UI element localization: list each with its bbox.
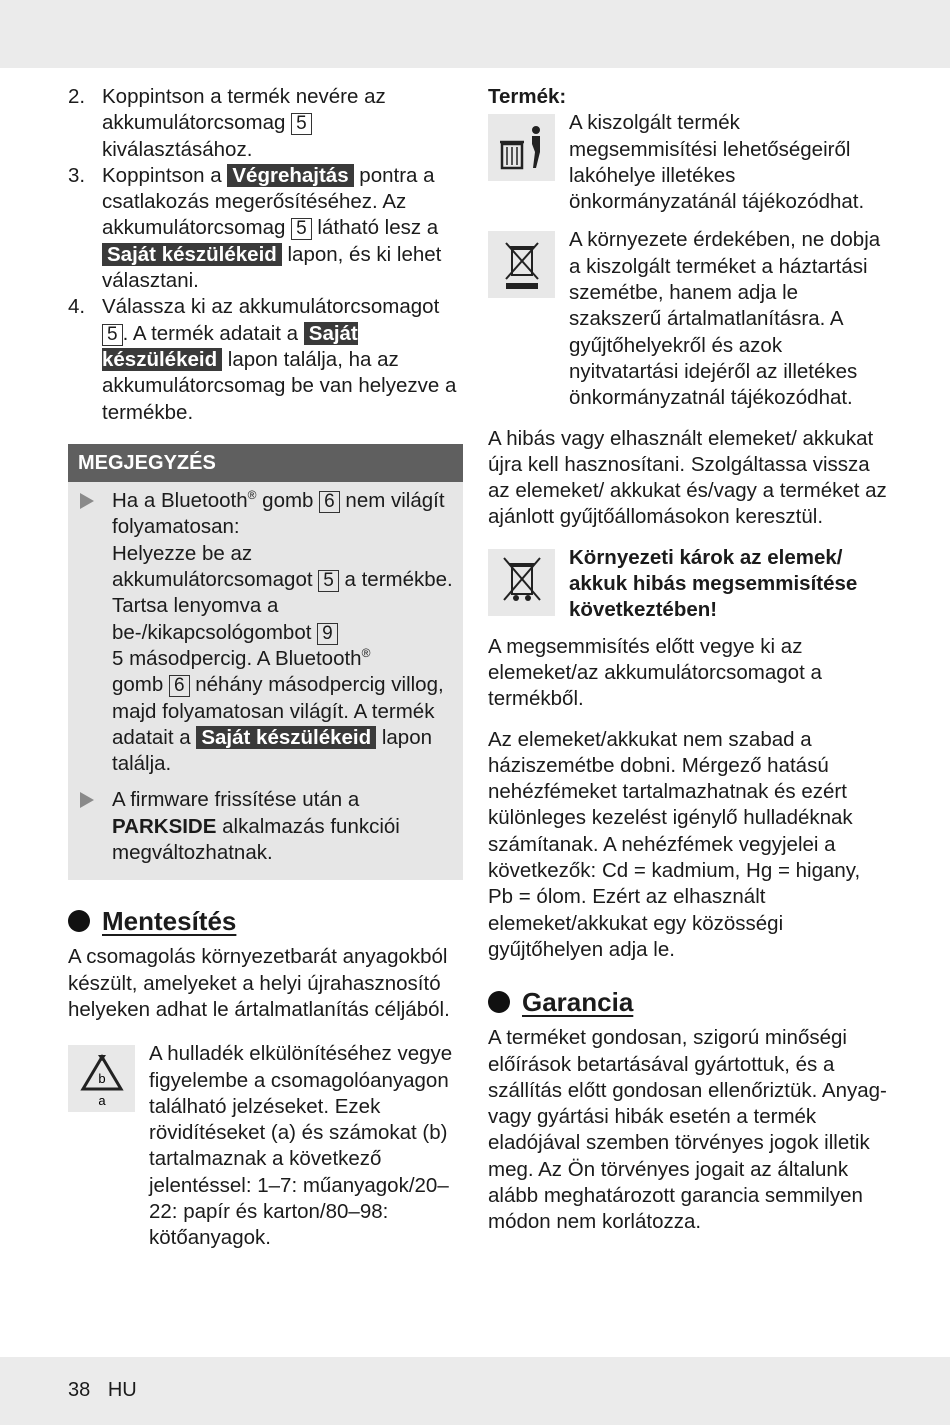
heavy-metals-text: Az elemeket/akkukat nem szabad a háziszemétbe dobni. Mérgező hatású nehézfémeket tartalmazhatnak és ezért különleges kezelést igénylő hulladéknak számítanak. A nehézfémek vegyjelei a következők: Cd = kadmium, Hg = higany, Pb = ólom. Ezért az elhasznált elemeket/akkukat egy közösségi gyűjtőhelyen adja le.	[488, 727, 861, 961]
crossed-bin-icon	[488, 231, 555, 298]
steps-list	[68, 84, 463, 426]
termek-label: Termék:	[488, 85, 567, 108]
household-waste-text: A környezete érdekében, ne dobja a kiszolgált terméket a háztartási szemétbe, hanem adja le szakszerű ártalmatlanításra. A gyűjtőhelyekről és azok nyitvatartási idejéről az illetékes önkormányzatnál tájékozódhat.	[569, 228, 881, 410]
ref-box: 5	[291, 113, 312, 135]
step-2	[68, 84, 463, 163]
triangle-bullet-icon	[80, 792, 94, 808]
ui-label-highlight: Saját készülékeid	[102, 243, 282, 266]
step-text: Koppintson a Végrehajtás pontra a csatlakozás megerősítéséhez. Az akkumulátorcsomag 5 látható lesz a Saját készülékeid lapon, és ki lehet választani.	[102, 163, 442, 293]
triangle-bullet-icon	[80, 493, 94, 509]
bullet-dot-icon	[488, 991, 510, 1013]
page-footer	[68, 1379, 149, 1402]
note-item: A firmware frissítése után a PARKSIDE alkalmazás funkciói megváltozhatnak.	[78, 787, 453, 866]
section-heading-mentesites: Mentesítés	[68, 904, 463, 938]
product-disposal-row	[488, 110, 888, 215]
recycling-code-b: b	[97, 1070, 106, 1086]
ref-box: 6	[169, 675, 190, 697]
trash-bin-person-icon	[488, 114, 555, 181]
note-item: Ha a Bluetooth® gomb 6 nem világít folyamatosan: Helyezze be az akkumulátorcsomagot 5 a termékbe. Tartsa lenyomva a be-/kikapcsológombot 9 5 másodpercig. A Bluetooth® gomb 6 néhány másodpercig villog, majd folyamatosan világít. A termék adatait a Saját készülékeid lapon találja.	[78, 488, 453, 777]
ui-label-highlight: Saját készülékeid	[196, 726, 376, 749]
ui-label-highlight: Saját készülékeid	[102, 321, 358, 371]
battery-warning-text: Környezeti károk az elemek/ akkuk hibás megsemmisítése következtében!	[569, 545, 858, 622]
step-number: 4.	[68, 295, 86, 319]
top-band	[0, 0, 950, 68]
mentesites-intro: A csomagolás környezetbarát anyagokból készült, amelyeket a helyi újrahasznosító helyeken adhat le ártalmatlanítás céljából.	[68, 945, 450, 1021]
step-text: Válassza ki az akkumulátorcsomagot 5 . A termék adatait a Saját készülékeid lapon találja, ha az akkumulátorcsomag be van helyezve a termékbe.	[102, 295, 457, 424]
step-number: 3.	[68, 163, 86, 187]
ref-box: 6	[319, 491, 340, 513]
recycling-row	[68, 1041, 463, 1251]
step-4	[68, 294, 463, 425]
ref-box: 9	[317, 623, 338, 645]
crossed-bin-battery-icon	[488, 549, 555, 616]
household-waste-row	[488, 227, 888, 411]
battery-warning-row	[488, 545, 888, 624]
garancia-text: A terméket gondosan, szigorú minőségi előírások betartásával gyártottuk, és a szállítás előtt gondosan ellenőriztük. Anyag- vagy gyártási hibák esetén a termék eladójával szemben törvényes jogok illetik meg. Az Ön törvényes jogait az általunk alább meghatározott garancia semmilyen módon nem korlátozza.	[488, 1026, 887, 1234]
section-heading-garancia: Garancia	[488, 985, 888, 1019]
page-number: 38	[68, 1379, 91, 1401]
ui-label-highlight: Végrehajtás	[227, 164, 353, 187]
recycling-icon	[68, 1045, 135, 1112]
note-box	[68, 444, 463, 880]
battery-recycle-text: A hibás vagy elhasznált elemeket/ akkukat újra kell hasznosítani. Szolgáltassa vissza az elemeket/ akkukat és/vagy a terméket az ajánlott gyűjtőállomásokon keresztül.	[488, 426, 887, 529]
product-disposal-text: A kiszolgált termék megsemmisítési lehetőségeiről lakóhelye illetékes önkormányzatánál tájékozódhat.	[569, 111, 865, 214]
ref-box: 5	[318, 570, 339, 592]
recycling-text: A hulladék elkülönítéséhez vegye figyelembe a csomagolóanyagon található jelzéseket. Ezek rövidítéseket (a) és számokat (b) tartalmaznak a következő jelentéssel: 1–7: műanyagok/20–22: papír és karton/80–98: kötőanyagok.	[149, 1042, 453, 1250]
step-3	[68, 163, 463, 294]
ref-box: 5	[291, 218, 312, 240]
note-title: MEGJEGYZÉS	[68, 444, 463, 482]
left-column	[68, 84, 463, 1252]
bullet-dot-icon	[68, 910, 90, 932]
recycling-code-a: a	[97, 1092, 106, 1107]
remove-battery-text: A megsemmisítés előtt vegye ki az elemeket/az akkumulátorcsomagot a termékből.	[488, 634, 822, 711]
ref-box: 5	[102, 324, 123, 346]
step-number: 2.	[68, 85, 86, 108]
right-column	[488, 84, 888, 1236]
language-code: HU	[107, 1379, 137, 1401]
step-text: Koppintson a termék nevére az akkumulátorcsomag 5 kiválasztásához.	[102, 85, 386, 161]
